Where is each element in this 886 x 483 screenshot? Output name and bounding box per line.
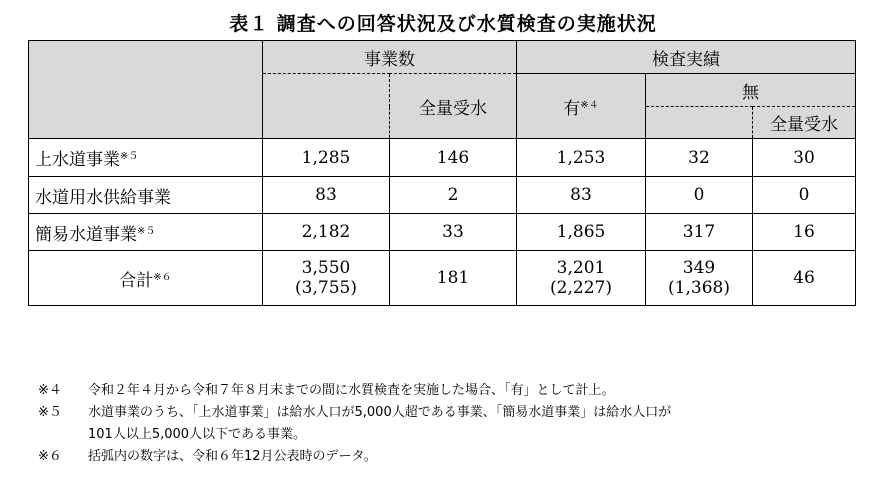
table-title: 表１ 調査への回答状況及び水質検査の実施状況 xyxy=(229,13,657,35)
cell-jigyosu: 2,182 xyxy=(263,214,390,251)
header-ari-note: ※４ xyxy=(580,99,599,111)
header-zenryo-jigyosu: 全量受水 xyxy=(390,74,517,139)
footnote-text: 令和２年４月から令和７年８月末までの間に水質検査を実施した場合、「有」として計上。 xyxy=(88,383,615,398)
cell-jigyosu: 1,285 xyxy=(263,139,390,177)
total-jigyosu xyxy=(263,251,390,306)
footnote-continuation: 101人以上5,000人以下である事業。 xyxy=(88,427,307,442)
total-note: ※６ xyxy=(153,271,172,283)
cell-zenryo: 146 xyxy=(390,139,517,177)
total-nashi-prev: (1,368) xyxy=(668,278,730,298)
cell-zenryo: 33 xyxy=(390,214,517,251)
footnote xyxy=(38,380,671,402)
total-nashi-value: 349 xyxy=(682,258,716,278)
header-zenryo-nashi: 全量受水 xyxy=(753,107,856,139)
total-zenryo: 181 xyxy=(390,251,517,306)
total-nashi-zenryo: 46 xyxy=(753,251,856,306)
header-kensa: 検査実績 xyxy=(517,41,856,74)
total-ari-value: 3,201 xyxy=(556,258,606,278)
footnotes xyxy=(38,380,671,468)
total-ari xyxy=(517,251,646,306)
cell-nashi: 317 xyxy=(646,214,753,251)
total-label xyxy=(29,251,263,306)
row-label xyxy=(29,139,263,177)
row-label xyxy=(29,214,263,251)
cell-ari: 1,253 xyxy=(517,139,646,177)
table-row xyxy=(29,214,856,251)
footnote xyxy=(38,402,671,424)
table-row xyxy=(29,139,856,177)
header-ari xyxy=(517,74,646,139)
total-ari-prev: (2,227) xyxy=(550,278,612,298)
header-jigyosu: 事業数 xyxy=(263,41,517,74)
footnote-mark: ※６ xyxy=(38,449,62,464)
cell-nashi-zenryo: 0 xyxy=(753,177,856,214)
header-nashi: 無 xyxy=(646,74,856,107)
table-row-total xyxy=(29,251,856,306)
cell-nashi: 0 xyxy=(646,177,753,214)
footnote-mark: ※５ xyxy=(38,405,62,420)
cell-zenryo: 2 xyxy=(390,177,517,214)
header-corner xyxy=(29,41,263,139)
header-nashi-blank xyxy=(646,107,753,139)
total-nashi xyxy=(646,251,753,306)
cell-nashi: 32 xyxy=(646,139,753,177)
footnote xyxy=(38,446,671,468)
cell-nashi-zenryo: 30 xyxy=(753,139,856,177)
header-ari-label: 有 xyxy=(563,98,581,119)
row-note: ※５ xyxy=(137,225,156,237)
footnote-text: 水道事業のうち、「上水道事業」は給水人口が5,000人超である事業、「簡易水道事業」は給水人口が xyxy=(88,405,672,420)
total-jigyosu-prev: (3,755) xyxy=(295,278,357,298)
row-label xyxy=(29,177,263,214)
total-label-text: 合計 xyxy=(119,270,154,291)
row-label-text: 水道用水供給事業 xyxy=(35,187,171,208)
footnote-mark: ※４ xyxy=(38,383,62,398)
cell-jigyosu: 83 xyxy=(263,177,390,214)
total-jigyosu-value: 3,550 xyxy=(301,258,351,278)
table-row xyxy=(29,177,856,214)
cell-ari: 83 xyxy=(517,177,646,214)
header-blank-jigyosu xyxy=(263,74,390,139)
row-label-text: 簡易水道事業 xyxy=(35,224,137,245)
cell-nashi-zenryo: 16 xyxy=(753,214,856,251)
row-label-text: 上水道事業 xyxy=(35,150,120,170)
footnote-text: 括弧内の数字は、令和６年12月公表時のデータ。 xyxy=(88,449,377,464)
cell-ari: 1,865 xyxy=(517,214,646,251)
survey-table xyxy=(28,40,856,306)
row-note: ※５ xyxy=(120,151,139,162)
